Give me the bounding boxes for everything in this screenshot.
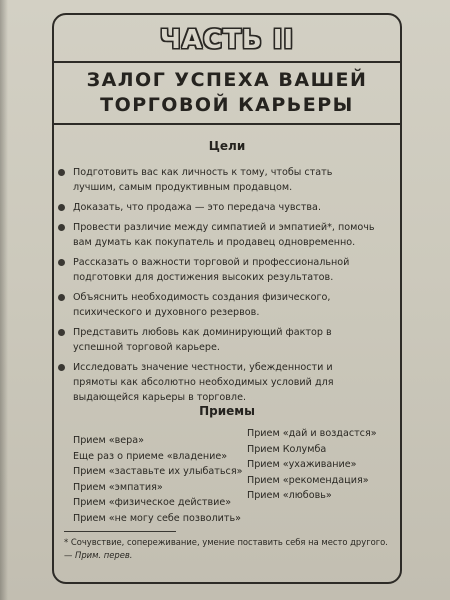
goals-list bbox=[58, 165, 378, 410]
goal-item: Представить любовь как доминирующий фактор в успешной торговой карьере. bbox=[58, 325, 378, 355]
goal-item: Исследовать значение честности, убежденности и прямоты как абсолютно необходимых условий для выдающейся карьеры в торговле. bbox=[58, 360, 378, 405]
methods-list-left bbox=[73, 433, 242, 526]
chapter-title-line-2: ТОРГОВОЙ КАРЬЕРЫ bbox=[100, 94, 354, 116]
method-item: Прием «ухаживание» bbox=[247, 459, 357, 470]
footnote-attribution: Прим. перев. bbox=[75, 550, 133, 560]
method-item: Прием «дай и воздастся» bbox=[247, 428, 377, 439]
method-item: Прием «заставьте их улыбаться» bbox=[73, 466, 243, 477]
bullet-icon bbox=[58, 329, 65, 336]
chapter-title-line-1: ЗАЛОГ УСПЕХА ВАШЕЙ bbox=[86, 69, 368, 91]
bullet-icon bbox=[58, 224, 65, 231]
method-item: Прием «вера» bbox=[73, 435, 144, 446]
bullet-icon bbox=[58, 259, 65, 266]
goals-heading: Цели bbox=[208, 139, 246, 153]
footnote bbox=[64, 536, 394, 562]
goal-item: Рассказать о важности торговой и профессиональной подготовки для достижения высоких результатов. bbox=[58, 255, 378, 285]
footnote-text: * Сочувствие, сопереживание, умение поставить себя на место другого. — bbox=[64, 537, 388, 560]
goal-item: Объяснить необходимость создания физического, психического и духовного резервов. bbox=[58, 290, 378, 320]
bullet-icon bbox=[58, 169, 65, 176]
method-item: Прием «любовь» bbox=[247, 490, 332, 501]
goal-item: Провести различие между симпатией и эмпатией*, помочь вам думать как покупатель и продавец одновременно. bbox=[58, 220, 378, 250]
part-title: ЧАСТЬ II bbox=[159, 25, 295, 55]
method-item: Еще раз о приеме «владение» bbox=[73, 450, 228, 462]
chapter-title-divider bbox=[54, 123, 400, 125]
page-edge-shadow bbox=[0, 0, 8, 600]
method-item: Прием «физическое действие» bbox=[73, 497, 232, 508]
title-divider bbox=[54, 61, 400, 63]
method-item: Прием Колумба bbox=[247, 443, 327, 455]
method-item: Прием «рекомендация» bbox=[247, 474, 369, 486]
method-item: Прием «эмпатия» bbox=[73, 481, 163, 493]
methods-heading: Приемы bbox=[199, 404, 255, 418]
bullet-icon bbox=[58, 364, 65, 371]
footnote-divider bbox=[64, 531, 176, 532]
methods-list-right bbox=[247, 426, 377, 504]
goal-item: Доказать, что продажа — это передача чувства. bbox=[58, 200, 378, 215]
bullet-icon bbox=[58, 294, 65, 301]
bullet-icon bbox=[58, 204, 65, 211]
method-item: Прием «не могу себе позволить» bbox=[73, 512, 241, 524]
goal-item: Подготовить вас как личность к тому, чтобы стать лучшим, самым продуктивным продавцом. bbox=[58, 165, 378, 195]
